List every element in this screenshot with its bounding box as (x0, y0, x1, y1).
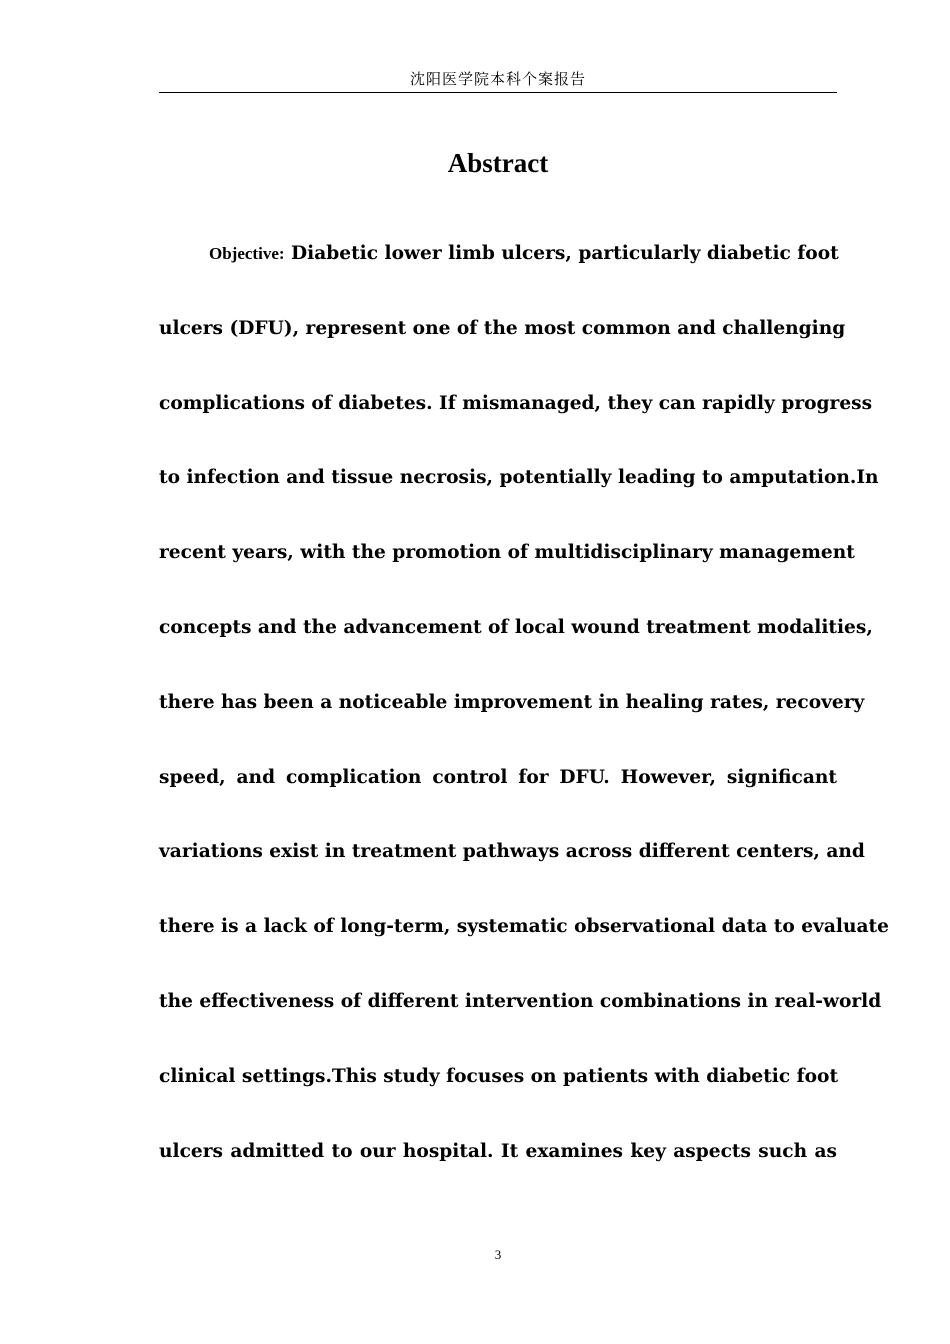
abstract-line: recent years, with the promotion of multidisciplinary management (159, 542, 855, 564)
abstract-body (159, 217, 889, 1189)
abstract-line-text: Diabetic lower limb ulcers, particularly diabetic foot (291, 243, 839, 264)
abstract-line: speed, and complication control for DFU. However, significant (159, 766, 837, 788)
abstract-heading: Abstract (447, 148, 549, 178)
abstract-line: there is a lack of long-term, systematic observational data to evaluate (159, 916, 889, 938)
abstract-line: complications of diabetes. If mismanaged, they can rapidly progress (159, 392, 873, 414)
abstract-line: the effectiveness of different intervention combinations in real-world (159, 990, 882, 1012)
objective-label: Objective: (209, 244, 285, 263)
abstract-line: to infection and tissue necrosis, potentially leading to amputation.In (159, 467, 879, 489)
abstract-line: concepts and the advancement of local wound treatment modalities, (159, 616, 873, 638)
abstract-line: clinical settings.This study focuses on patients with diabetic foot (159, 1065, 839, 1087)
abstract-line: ulcers (DFU), represent one of the most common and challenging (159, 317, 846, 339)
abstract-line: ulcers admitted to our hospital. It examines key aspects such as (159, 1140, 837, 1162)
abstract-line (159, 217, 837, 292)
abstract-line: variations exist in treatment pathways across different centers, and (159, 841, 865, 863)
page-number: 3 (494, 1247, 502, 1262)
abstract-line: there has been a noticeable improvement in healing rates, recovery (159, 691, 865, 713)
running-header: 沈阳医学院本科个案报告 (159, 68, 837, 93)
